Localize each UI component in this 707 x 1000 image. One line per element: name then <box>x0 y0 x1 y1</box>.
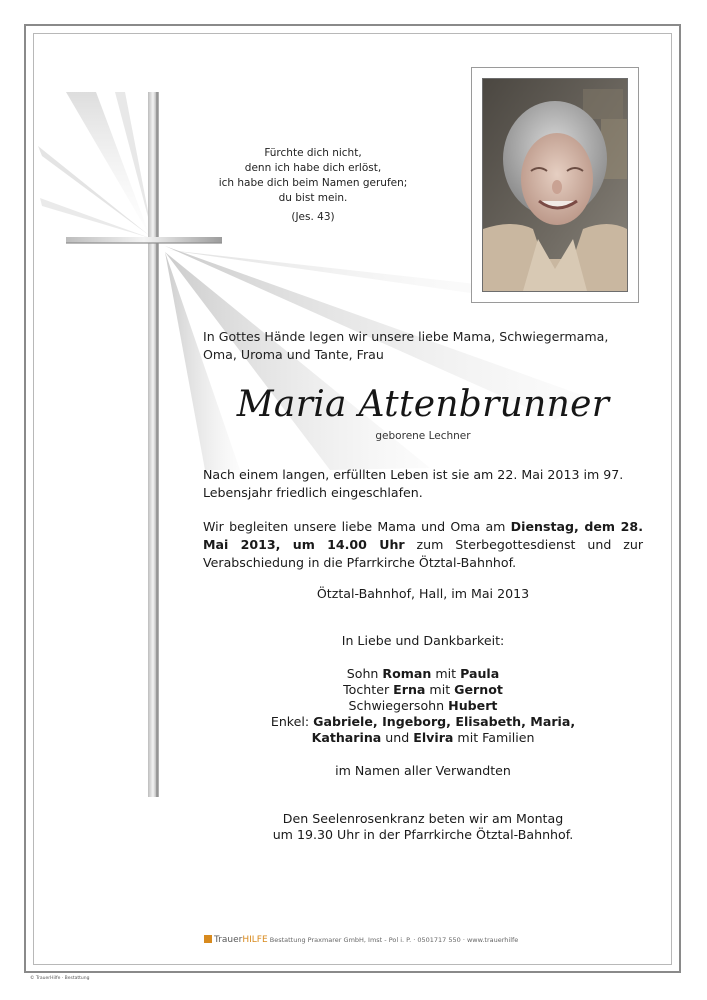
rosary-notice <box>203 811 643 843</box>
verse-reference: (Jes. 43) <box>291 211 335 223</box>
mourner-daughter: Tochter Erna mit Gernot <box>343 682 503 697</box>
brand-name: Trauer <box>214 935 243 945</box>
mourner-grandchildren: Enkel: Gabriele, Ingeborg, Elisabeth, Maria, <box>270 714 576 729</box>
portrait-frame <box>471 67 639 303</box>
mourners-closing: im Namen aller Verwandten <box>335 763 511 778</box>
footer-details: Bestattung Praxmarer GmbH, Imst - Pol i. P. · 0501717 550 · www.trauerhilfe <box>269 936 519 944</box>
funeral-details <box>203 518 643 572</box>
funeral-text: Wir begleiten unsere liebe Mama und Oma am <box>203 519 511 534</box>
mourners-heading: In Liebe und Dankbarkeit: <box>341 633 505 648</box>
footer <box>204 935 544 945</box>
portrait-photo <box>482 78 628 292</box>
verse-line: Fürchte dich nicht, <box>264 147 362 159</box>
rosary-line: um 19.30 Uhr in der Pfarrkirche Ötztal-Bahnhof. <box>272 827 574 842</box>
funeral-date-time: Dienstag, dem 28. Mai 2013, um 14.00 Uhr <box>203 519 643 552</box>
rosary-line: Den Seelenrosenkranz beten wir am Montag <box>282 811 564 826</box>
bible-verse <box>213 146 413 225</box>
verse-line: du bist mein. <box>278 192 348 204</box>
mourner-son: Sohn Roman mit Paula <box>346 666 500 681</box>
maiden-name: geborene Lechner <box>375 430 471 442</box>
mourners-list <box>203 633 643 779</box>
place-and-date: Ötztal-Bahnhof, Hall, im Mai 2013 <box>316 586 530 601</box>
verse-line: ich habe dich beim Namen gerufen; <box>218 177 408 189</box>
mourner-grandchildren-cont: Katharina und Elvira mit Familien <box>311 730 535 745</box>
copyright-note: © TrauerHilfe · Bestattung <box>30 976 90 981</box>
brand-name-accent: HILFE <box>242 935 268 945</box>
intro-text: In Gottes Hände legen wir unsere liebe Mama, Schwiegermama, Oma, Uroma und Tante, Frau <box>203 329 609 362</box>
verse-line: denn ich habe dich erlöst, <box>244 162 382 174</box>
funeral-text: zum Sterbegottesdienst und zur Verabschiedung in die Pfarrkirche Ötztal-Bahnhof. <box>203 537 644 570</box>
mourner-son-in-law: Schwiegersohn Hubert <box>348 698 498 713</box>
brand-logo-icon <box>204 935 212 943</box>
deceased-name: Maria Attenbrunner <box>236 384 610 425</box>
passing-text: Nach einem langen, erfüllten Leben ist sie am 22. Mai 2013 im 97. Lebensjahr friedlich eingeschlafen. <box>203 467 624 500</box>
